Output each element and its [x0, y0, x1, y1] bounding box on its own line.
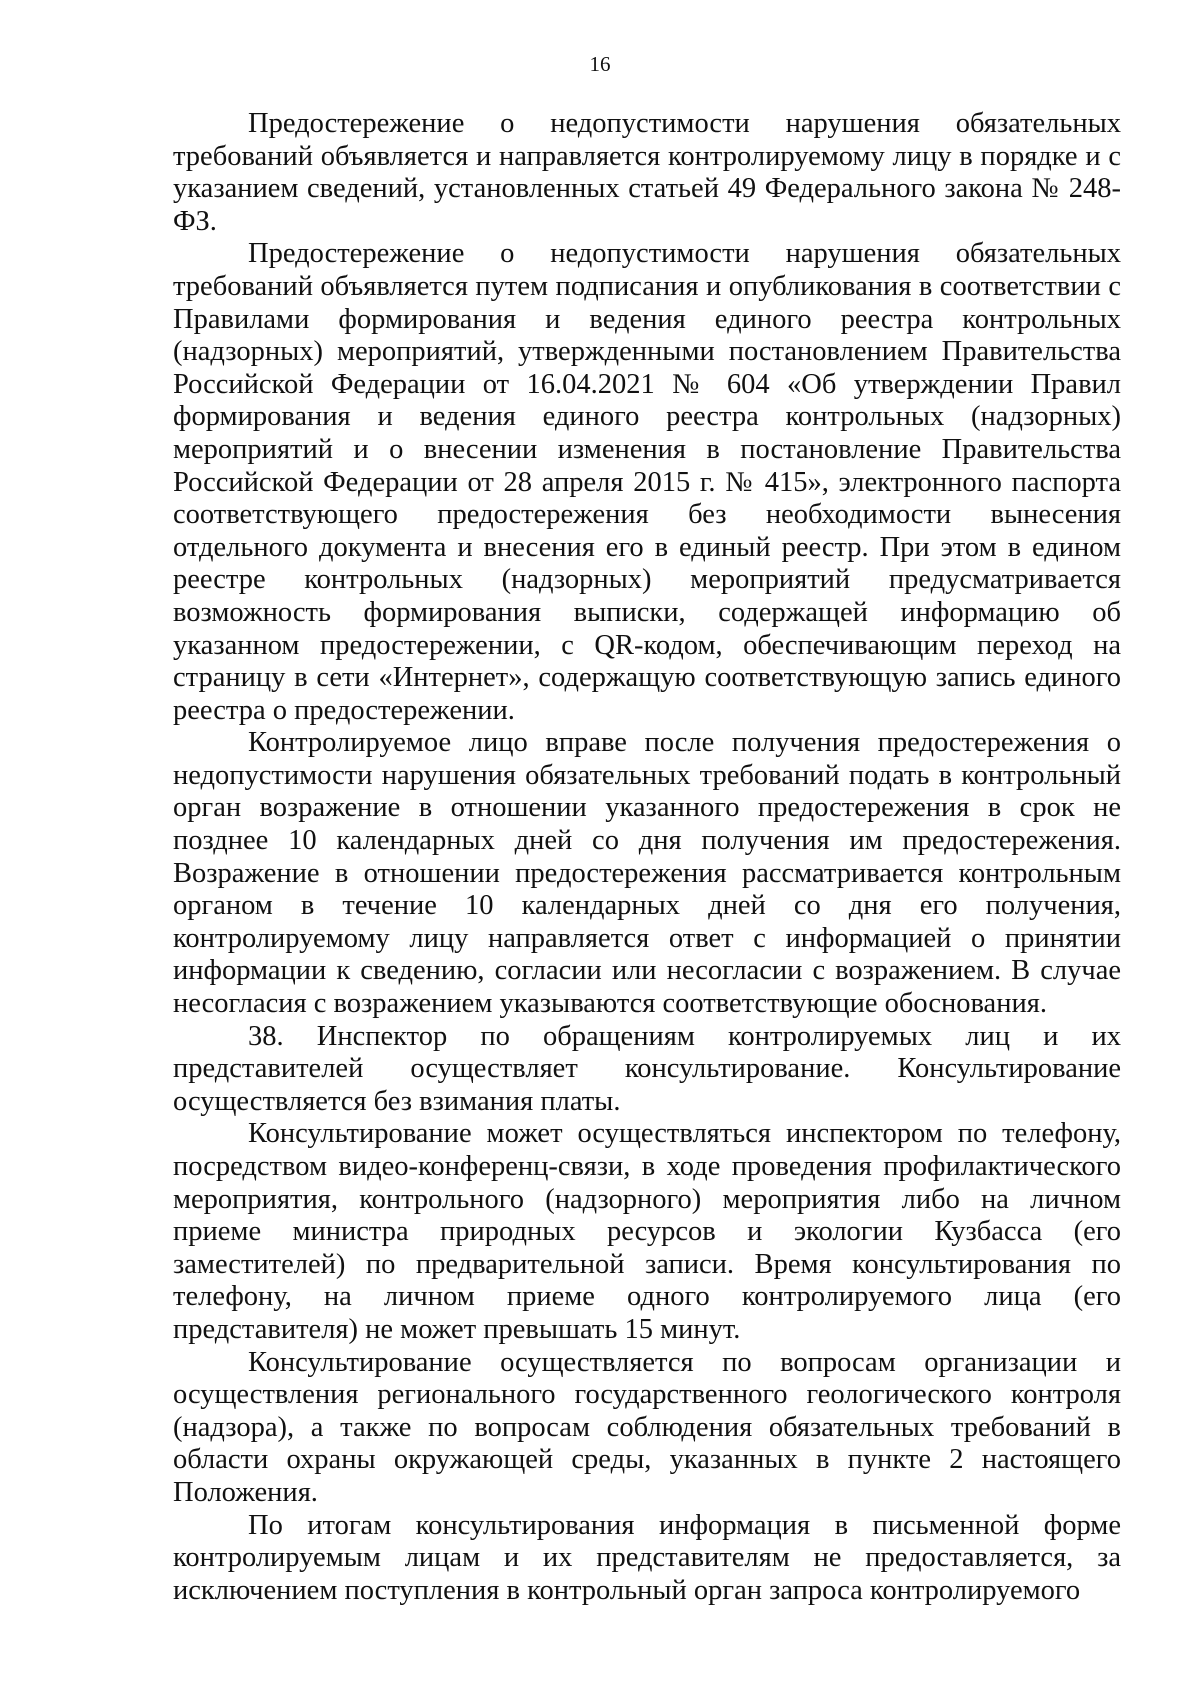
paragraph-item-38-consulting: 38. Инспектор по обращениям контролируемых лиц и их представителей осуществляет консультирование. Консультирование осуществляется без взимания платы. — [173, 1020, 1121, 1117]
document-body — [173, 108, 1121, 1607]
paragraph-warning-signing-publication: Предостережение о недопустимости нарушения обязательных требований объявляется путем подписания и опубликования в соответствии с Правилами формирования и ведения единого реестра контрольных (надзорных) мероприятий, утвержденными постановлением Правительства Российской Федерации от 16.04.2021 № 604 «Об утверждении Правил формирования и ведения единого реестра контрольных (надзорных) мероприятий и о внесении изменения в постановление Правительства Российской Федерации от 28 апреля 2015 г. № 415», электронного паспорта соответствующего предостережения без необходимости вынесения отдельного документа и внесения его в единый реестр. При этом в едином реестре контрольных (надзорных) мероприятий предусматривается возможность формирования выписки, содержащей информацию об указанном предостережении, с QR-кодом, обеспечивающим переход на страницу в сети «Интернет», содержащую соответствующую запись единого реестра о предостережении. — [173, 238, 1121, 726]
paragraph-warning-announcement: Предостережение о недопустимости нарушения обязательных требований объявляется и направляется контролируемому лицу в порядке и с указанием сведений, установленных статьей 49 Федерального закона № 248-ФЗ. — [173, 108, 1121, 237]
paragraph-objection-right: Контролируемое лицо вправе после получения предостережения о недопустимости нарушения обязательных требований подать в контрольный орган возражение в отношении указанного предостережения в срок не позднее 10 календарных дней со дня получения им предостережения. Возражение в отношении предостережения рассматривается контрольным органом в течение 10 календарных дней со дня его получения, контролируемому лицу направляется ответ с информацией о принятии информации к сведению, согласии или несогласии с возражением. В случае несогласия с возражением указываются соответствующие обоснования. — [173, 727, 1121, 1020]
page-number: 16 — [589, 52, 611, 76]
paragraph-consulting-methods: Консультирование может осуществляться инспектором по телефону, посредством видео-конференц-связи, в ходе проведения профилактического мероприятия, контрольного (надзорного) мероприятия либо на личном приеме министра природных ресурсов и экологии Кузбасса (его заместителей) по предварительной записи. Время консультирования по телефону, на личном приеме одного контролируемого лица (его представителя) не может превышать 15 минут. — [173, 1118, 1121, 1345]
paragraph-consulting-topics: Консультирование осуществляется по вопросам организации и осуществления регионального государственного геологического контроля (надзора), а также по вопросам соблюдения обязательных требований в области охраны окружающей среды, указанных в пункте 2 настоящего Положения. — [173, 1346, 1121, 1508]
paragraph-consulting-results: По итогам консультирования информация в письменной форме контролируемым лицам и их представителям не предоставляется, за исключением поступления в контрольный орган запроса контролируемого — [173, 1509, 1121, 1606]
